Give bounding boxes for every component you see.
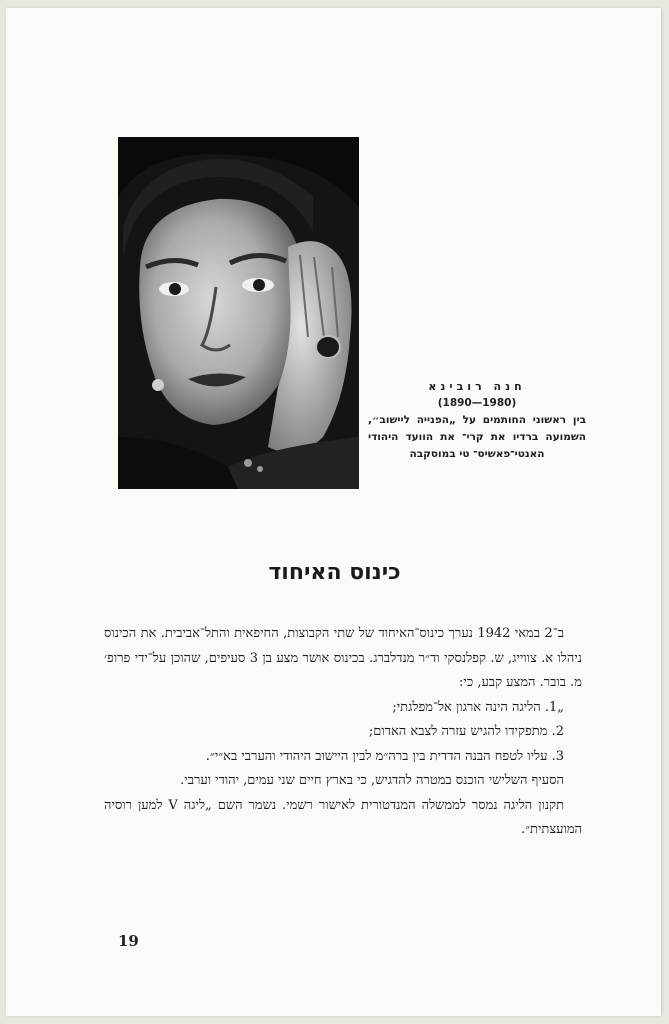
caption-years: (1890—1980) [437,397,517,409]
portrait-image [118,137,359,489]
list-item: „1. הליגה הינה ארגון אל־מפלגתי; [392,699,564,715]
caption-description: בין ראשוני החותמים על „הפנייה ליישוב״, השמועה ברדיו את קרי־ את הוועד היהודי האנטי־פאשיס־ טי במוסקבה [368,414,586,460]
paragraph: הסעיף השלישי הוכנס במטרה להדגיש, כי בארץ חיים שני עמים, יהודי וערבי. [180,773,564,788]
section-title: כינוס האיחוד [268,560,401,585]
photo-caption [368,378,586,463]
paragraph: ב־2 במאי 1942 נערך כינוס־האיחוד של שתי הקבוצות, החיפאית והתל־אביבית. את הכינוס ניהלו א. צווייג, ש. קפלנסקי וד״ר מנדלברג. בכינוס אושר מצע בן 3 סעיפים, שהוכן על־ידי פרופ׳ מ. בובר. המצע קבע, כי: [104,626,582,690]
paragraph: תקנון הליגה נמסר לממשלה המנדטורית לאישור רשמי. נשמר השם „ליגה V למען רוסיה המועצתית״. [104,797,582,837]
caption-name: חנה רובינא [428,380,526,393]
body-text [104,622,582,843]
portrait-photo [118,137,359,489]
page-number: 19 [118,932,139,950]
list-item: 2. מתפקידו להגיש עזרה לצבא האדום; [368,724,564,739]
list-item: 3. עליו לטפח הבנה הדדית בין ברה״מ לבין היישוב היהודי והערבי בא״י״. [205,748,564,764]
